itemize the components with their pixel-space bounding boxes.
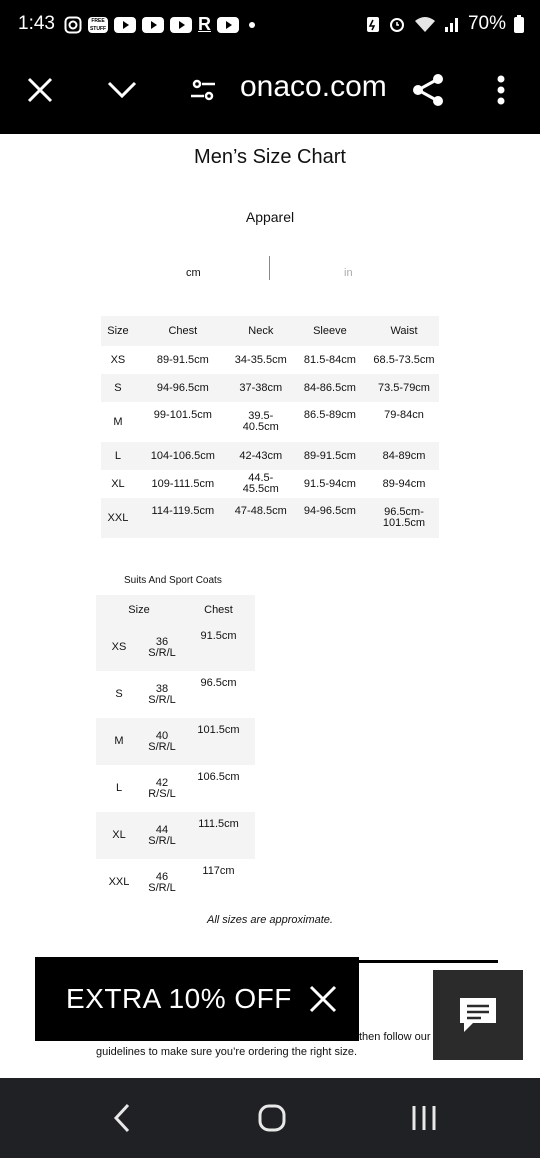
dot-icon xyxy=(249,22,255,28)
table-cell: 79-84cn xyxy=(384,409,424,421)
table-cell: 42-43cm xyxy=(231,442,291,470)
back-icon xyxy=(112,1103,132,1133)
system-icons xyxy=(366,13,524,35)
column-header: Size xyxy=(96,595,182,624)
table-cell: S xyxy=(101,374,135,402)
table-cell: S xyxy=(115,688,123,700)
url-text[interactable]: onaco.com xyxy=(240,70,387,103)
close-tab-button[interactable] xyxy=(18,68,62,112)
table-cell: 94-96.5cm xyxy=(291,498,369,538)
table-cell: 46 S/R/L xyxy=(148,870,176,894)
table-cell: 89-91.5cm xyxy=(291,442,369,470)
share-icon xyxy=(411,73,445,107)
system-nav-bar xyxy=(0,1078,540,1158)
home-icon xyxy=(257,1103,287,1133)
wifi-icon xyxy=(414,15,436,33)
page-content xyxy=(0,134,540,1078)
table-cell: 34-35.5cm xyxy=(234,353,287,366)
table-cell: 96.5cm xyxy=(200,677,237,689)
table-row xyxy=(101,346,439,374)
column-header: Waist xyxy=(369,316,439,346)
recents-button[interactable] xyxy=(402,1096,446,1140)
table-row xyxy=(101,498,439,538)
table-row xyxy=(96,765,255,812)
battery-icon xyxy=(514,15,524,33)
table-cell: XS xyxy=(110,353,126,366)
status-time: 1:43 xyxy=(18,13,55,34)
unit-toggle-cm[interactable]: cm xyxy=(186,267,201,279)
alarm-icon xyxy=(388,15,406,33)
status-bar xyxy=(0,0,540,48)
close-icon xyxy=(27,77,53,103)
table-cell: 37-38cm xyxy=(231,374,291,402)
signal-icon xyxy=(444,15,460,33)
table-cell: 94-96.5cm xyxy=(135,374,231,402)
youtube-icon xyxy=(114,17,136,33)
table-cell: XXL xyxy=(101,498,135,538)
table-cell: 104-106.5cm xyxy=(135,442,231,470)
table-cell: 109-111.5cm xyxy=(151,477,215,490)
back-button[interactable] xyxy=(100,1096,144,1140)
approximate-note: All sizes are approximate. xyxy=(207,914,333,926)
table-cell: XL xyxy=(96,812,142,859)
promo-close-button[interactable] xyxy=(305,981,341,1017)
table-cell: 39.5-40.5cm xyxy=(242,410,279,433)
instagram-icon xyxy=(64,16,82,34)
promo-banner[interactable] xyxy=(35,957,359,1041)
tune-icon xyxy=(189,77,217,103)
browser-toolbar xyxy=(0,48,540,134)
chat-icon xyxy=(457,995,499,1035)
column-header: Size xyxy=(101,316,135,346)
suits-size-table xyxy=(96,595,255,906)
table-cell: 68.5-73.5cm xyxy=(373,353,435,366)
table-cell: M xyxy=(113,415,123,428)
apparel-heading: Apparel xyxy=(245,209,295,225)
table-cell: XXL xyxy=(108,876,130,888)
share-button[interactable] xyxy=(406,68,450,112)
promo-text[interactable]: EXTRA 10% OFF xyxy=(66,983,292,1014)
table-cell: 91.5-94cm xyxy=(303,477,356,490)
table-header-row xyxy=(96,595,255,624)
table-cell: 73.5-79cm xyxy=(369,374,439,402)
column-header: Sleeve xyxy=(291,316,369,346)
more-vert-icon xyxy=(497,75,505,105)
guide-text-line1: then follow our xyxy=(359,1031,431,1043)
free-stuff-icon: FREE STUFF xyxy=(89,17,107,32)
table-cell: 101.5cm xyxy=(182,718,255,765)
table-cell: 117cm xyxy=(202,865,235,877)
table-cell: 84-86.5cm xyxy=(291,374,369,402)
table-row xyxy=(101,470,439,498)
column-header: Chest xyxy=(182,595,255,624)
table-row xyxy=(96,859,255,906)
table-cell: 111.5cm xyxy=(182,812,255,859)
chat-button[interactable] xyxy=(433,970,523,1060)
table-row xyxy=(96,718,255,765)
youtube-icon xyxy=(170,17,192,33)
table-cell: 86.5-89cm xyxy=(303,409,356,421)
page-title: Men’s Size Chart xyxy=(194,146,346,168)
table-cell: 106.5cm xyxy=(197,771,240,783)
column-header: Chest xyxy=(135,316,231,346)
table-row xyxy=(101,374,439,402)
table-cell: L xyxy=(115,782,123,794)
table-row xyxy=(96,671,255,718)
home-button[interactable] xyxy=(250,1096,294,1140)
table-row xyxy=(96,812,255,859)
table-cell: 89-94cm xyxy=(382,477,426,490)
table-cell: 44.5-45.5cm xyxy=(242,472,279,495)
table-cell: 89-91.5cm xyxy=(156,353,209,366)
table-cell: 36 S/R/L xyxy=(142,624,182,671)
table-cell: 96.5cm-101.5cm xyxy=(369,498,439,538)
table-header-row xyxy=(101,316,439,346)
youtube-icon xyxy=(142,17,164,33)
battery-percent: 70% xyxy=(467,13,506,34)
suits-heading: Suits And Sport Coats xyxy=(124,575,222,586)
table-row xyxy=(96,624,255,671)
table-cell: 47-48.5cm xyxy=(231,498,291,538)
divider xyxy=(355,960,498,963)
table-cell: 84-89cm xyxy=(369,442,439,470)
unit-divider xyxy=(269,256,270,280)
apparel-size-table xyxy=(101,316,439,538)
column-header: Neck xyxy=(231,316,291,346)
battery-saver-icon xyxy=(366,15,380,33)
table-cell: 91.5cm xyxy=(182,624,255,671)
table-cell: 40 S/R/L xyxy=(142,718,182,765)
site-settings-button[interactable] xyxy=(181,68,225,112)
youtube-icon xyxy=(217,17,239,33)
table-row xyxy=(101,442,439,470)
minimize-button[interactable] xyxy=(100,68,144,112)
more-options-button[interactable] xyxy=(479,68,523,112)
r-app-icon: R xyxy=(198,14,211,34)
unit-toggle-in[interactable]: in xyxy=(344,267,353,279)
table-cell: 44 S/R/L xyxy=(142,812,182,859)
recents-icon xyxy=(409,1103,439,1133)
notification-icons xyxy=(64,14,255,35)
chevron-down-icon xyxy=(107,80,137,100)
table-cell: XL xyxy=(111,477,125,490)
table-cell: M xyxy=(96,718,142,765)
table-cell: 38 S/R/L xyxy=(148,682,176,706)
table-cell: 42 R/S/L xyxy=(148,776,176,800)
table-cell: L xyxy=(101,442,135,470)
table-cell: XS xyxy=(96,624,142,671)
table-row xyxy=(101,402,439,442)
guide-text-line2: guidelines to make sure you’re ordering the right size. xyxy=(96,1046,358,1058)
close-icon xyxy=(305,981,341,1017)
table-cell: 99-101.5cm xyxy=(153,409,212,421)
table-cell: 114-119.5cm xyxy=(135,498,231,538)
table-cell: 81.5-84cm xyxy=(303,353,356,366)
